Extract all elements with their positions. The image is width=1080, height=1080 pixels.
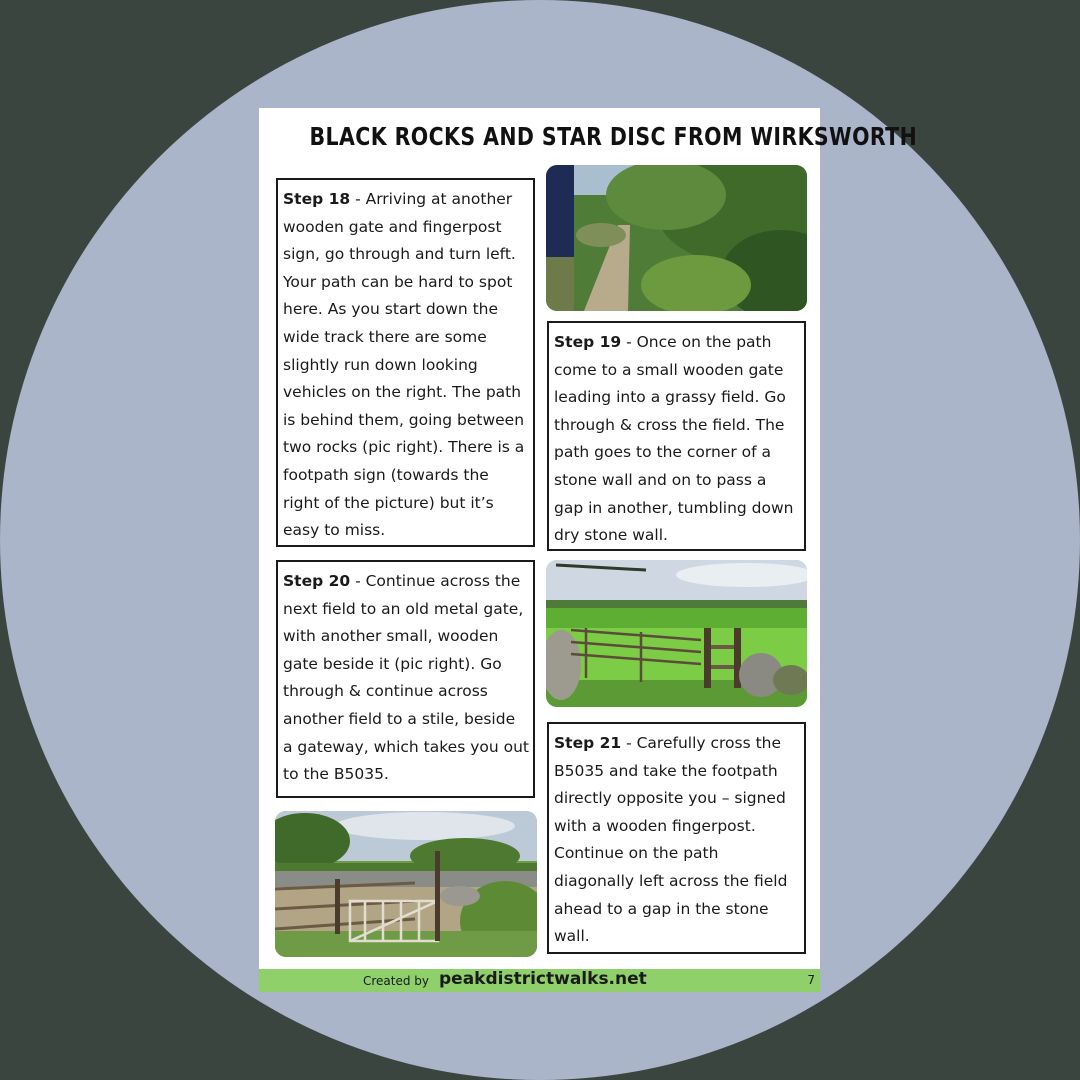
photo-path-behind-vehicle	[546, 165, 807, 311]
step-20-text: - Continue across the next field to an old metal gate, with another small, wooden gate beside it (pic right). Go through & continue across another field to a stile, beside a gateway, which takes you out to the B5035.	[283, 572, 529, 784]
footer-brand-link[interactable]: peakdistrictwalks.net	[439, 969, 647, 989]
footer-bar	[259, 969, 820, 992]
walk-guide-page	[259, 108, 918, 992]
step-21-text: - Carefully cross the B5035 and take the footpath directly opposite you – signed with a wooden fingerpost. Continue on the path diagonally left across the field ahead to a gap in the stone wall.	[554, 734, 788, 946]
footer-created-by: Created by	[363, 974, 430, 988]
step-18-text: - Arriving at another wooden gate and fingerpost sign, go through and turn left. Your path can be hard to spot here. As you start down the wide track there are some slightly run down looking vehicles on the right. The path is behind them, going between two rocks (pic right). There is a footpath sign (towards the right of the picture) but it’s easy to miss.	[283, 190, 525, 540]
photo-gateway-road	[275, 811, 537, 957]
step-18-label: Step 18	[283, 190, 351, 208]
step-20-box	[276, 560, 535, 798]
step-18-box	[276, 178, 535, 547]
photo-field-metal-gate	[546, 560, 807, 707]
page-number: 7	[807, 973, 815, 987]
step-19-box	[547, 321, 806, 551]
step-21-box	[547, 722, 806, 954]
step-19-label: Step 19	[554, 333, 622, 351]
step-21-label: Step 21	[554, 734, 622, 752]
page-title: BLACK ROCKS AND STAR DISC FROM WIRKSWORTH	[309, 122, 918, 151]
step-20-label: Step 20	[283, 572, 351, 590]
step-19-text: - Once on the path come to a small wooden gate leading into a grassy field. Go through & cross the field. The path goes to the corner of a stone wall and on to pass a gap in another, tumbling down dry stone wall.	[554, 333, 794, 545]
